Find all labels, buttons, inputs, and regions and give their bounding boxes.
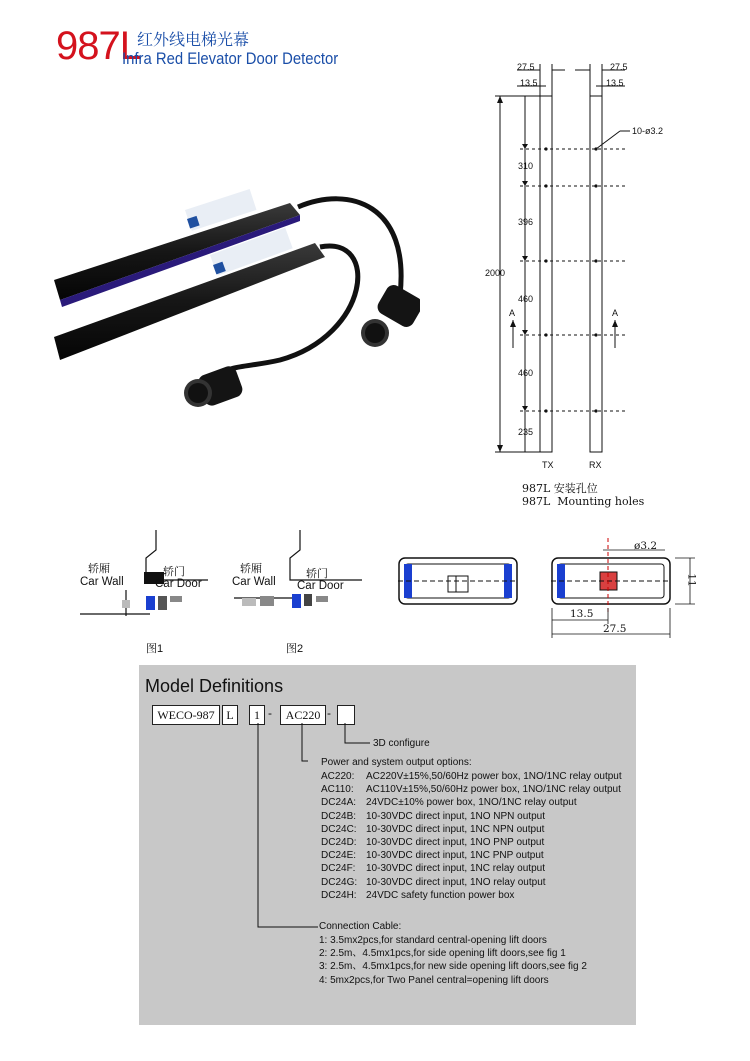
hole-note: 10-ø3.2 — [632, 126, 664, 136]
cable-option: 2: 2.5m、4.5mx1pcs,for side opening lift doors,see fig 1 — [319, 948, 566, 960]
spacing-2: 396 — [518, 217, 534, 227]
fig2-car-door-cn: 轿门 — [306, 568, 328, 580]
section-height-label: 11 — [685, 573, 698, 587]
fig1-car-wall-cn: 轿厢 — [88, 563, 110, 575]
configure-note: 3D configure — [373, 738, 430, 749]
power-option: DC24C: 10-30VDC direct input, 1NC NPN output — [321, 823, 545, 835]
product-photo — [50, 185, 420, 410]
cable-option: 3: 2.5m、4.5mx1pcs,for new side opening lift doors,see fig 2 — [319, 961, 587, 973]
product-title-en: Infra Red Elevator Door Detector — [122, 50, 339, 68]
caption-en: 987L Mounting holes — [522, 495, 645, 508]
power-option: DC24H: 24VDC safety function power box — [321, 889, 515, 901]
power-title: Power and system output options: — [321, 757, 472, 768]
power-option: DC24B: 10-30VDC direct input, 1NO NPN output — [321, 810, 545, 822]
mounting-drawing — [485, 58, 695, 478]
dim-offset-rx: 13.5 — [606, 78, 624, 88]
power-option: AC220: AC220V±15%,50/60Hz power box, 1NO/1NC relay output — [321, 771, 622, 782]
cable-options-list — [319, 934, 629, 994]
power-option: DC24F: 10-30VDC direct input, 1NC relay output — [321, 863, 545, 875]
fig1-car-door-en: Car Door — [155, 578, 202, 590]
model-number: 987L — [56, 24, 141, 68]
fig2-car-wall-cn: 轿厢 — [240, 563, 262, 575]
code-separator-1: - — [268, 706, 272, 720]
code-part-series: WECO-987 — [152, 705, 220, 725]
fig2-car-door-en: Car Door — [297, 580, 344, 592]
code-part-type: L — [222, 705, 238, 725]
power-option: DC24G: 10-30VDC direct input, 1NO relay output — [321, 876, 546, 888]
power-options-list — [321, 770, 641, 910]
power-option: DC24D: 10-30VDC direct input, 1NO PNP output — [321, 837, 545, 848]
product-title-cn: 红外线电梯光幕 — [137, 30, 250, 49]
fig2-car-wall-en: Car Wall — [232, 576, 276, 588]
fig1-label: 图1 — [146, 643, 164, 655]
section-width-label: 27.5 — [603, 623, 627, 635]
section-mark-left: A — [509, 308, 516, 318]
dim-width-rx: 27.5 — [610, 62, 628, 72]
dim-offset-tx: 13.5 — [520, 78, 538, 88]
cable-option: 1: 3.5mx2pcs,for standard central-opening lift doors — [319, 935, 547, 946]
fig1-car-door-cn: 轿门 — [163, 566, 185, 578]
section-view-dimensioned — [545, 538, 745, 638]
power-option: AC110: AC110V±15%,50/60Hz power box, 1NO/1NC relay output — [321, 784, 621, 796]
code-part-power: AC220 — [280, 705, 326, 725]
power-option: DC24E: 10-30VDC direct input, 1NC PNP output — [321, 850, 544, 862]
tx-label: TX — [542, 460, 554, 470]
section-view-plain — [396, 554, 522, 610]
total-length: 2000 — [485, 268, 506, 278]
dim-width-tx: 27.5 — [517, 62, 535, 72]
code-part-cable: 1 — [249, 705, 265, 725]
section-mark-right: A — [612, 308, 619, 318]
spacing-4: 460 — [518, 368, 534, 378]
rx-label: RX — [589, 460, 602, 470]
cable-title: Connection Cable: — [319, 921, 402, 932]
fig2-label: 图2 — [286, 643, 304, 655]
code-separator-2: - — [327, 706, 331, 720]
fig1-car-wall-en: Car Wall — [80, 576, 124, 588]
code-part-config — [337, 705, 355, 725]
spacing-1: 310 — [518, 161, 534, 171]
model-definitions-title: Model Definitions — [145, 676, 284, 696]
section-offset-label: 13.5 — [570, 608, 594, 620]
cable-option: 4: 5mx2pcs,for Two Panel central=opening lift doors — [319, 974, 549, 986]
spacing-3: 460 — [518, 294, 534, 304]
caption-cn: 987L 安装孔位 — [522, 482, 598, 495]
section-dia-label: ø3.2 — [634, 540, 658, 552]
spacing-5: 235 — [518, 427, 534, 437]
power-option: DC24A: 24VDC±10% power box, 1NO/1NC relay output — [321, 797, 577, 809]
